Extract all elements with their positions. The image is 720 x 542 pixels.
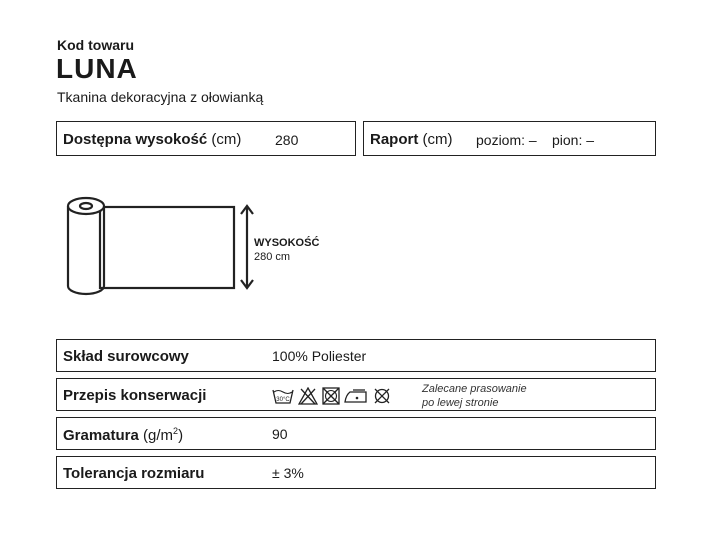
repeat-horizontal: poziom: – (476, 132, 537, 148)
product-name: LUNA (56, 53, 138, 84)
no-dry-clean-icon (373, 387, 391, 405)
tolerance-label: Tolerancja rozmiaru (63, 465, 205, 482)
product-description: Tkanina dekoracyjna z ołowianką (57, 89, 264, 105)
weight-unit: $(g/m^2)$ (143, 426, 184, 444)
svg-text:30°C: 30°C (276, 397, 290, 403)
available-height-box (56, 121, 356, 156)
care-label: Przepis konserwacji (63, 387, 207, 404)
product-code-label: Kod towaru (57, 37, 134, 53)
no-bleach-icon (298, 387, 318, 405)
no-tumble-dry-icon (322, 387, 340, 405)
weight-label: Gramatura (63, 427, 139, 444)
repeat-label: Raport (370, 131, 419, 148)
wash-30-icon (272, 387, 294, 405)
available-height-label: Dostępna wysokość (63, 131, 208, 148)
ironing-note-line2: po lewej stronie (422, 397, 499, 409)
composition-value: 100% Poliester (272, 348, 367, 364)
composition-label: Skład surowcowy (63, 348, 189, 365)
iron-low-icon (344, 387, 370, 405)
repeat-vertical: pion: – (552, 132, 595, 148)
fabric-roll-icon (60, 194, 260, 298)
weight-row (56, 417, 656, 450)
composition-row (56, 339, 656, 372)
ironing-note-line1: Zalecane prasowanie (422, 383, 527, 395)
height-dimension-label: WYSOKOŚĆ (254, 237, 320, 249)
repeat-box (363, 121, 656, 156)
available-height-value: 280 (275, 132, 299, 148)
weight-value: 90 (272, 426, 288, 442)
height-dimension-value: 280 cm (254, 251, 291, 263)
tolerance-row (56, 456, 656, 489)
tolerance-value: ± 3% (272, 465, 304, 481)
repeat-unit: (cm) (422, 131, 453, 148)
available-height-unit: (cm) (211, 131, 242, 148)
